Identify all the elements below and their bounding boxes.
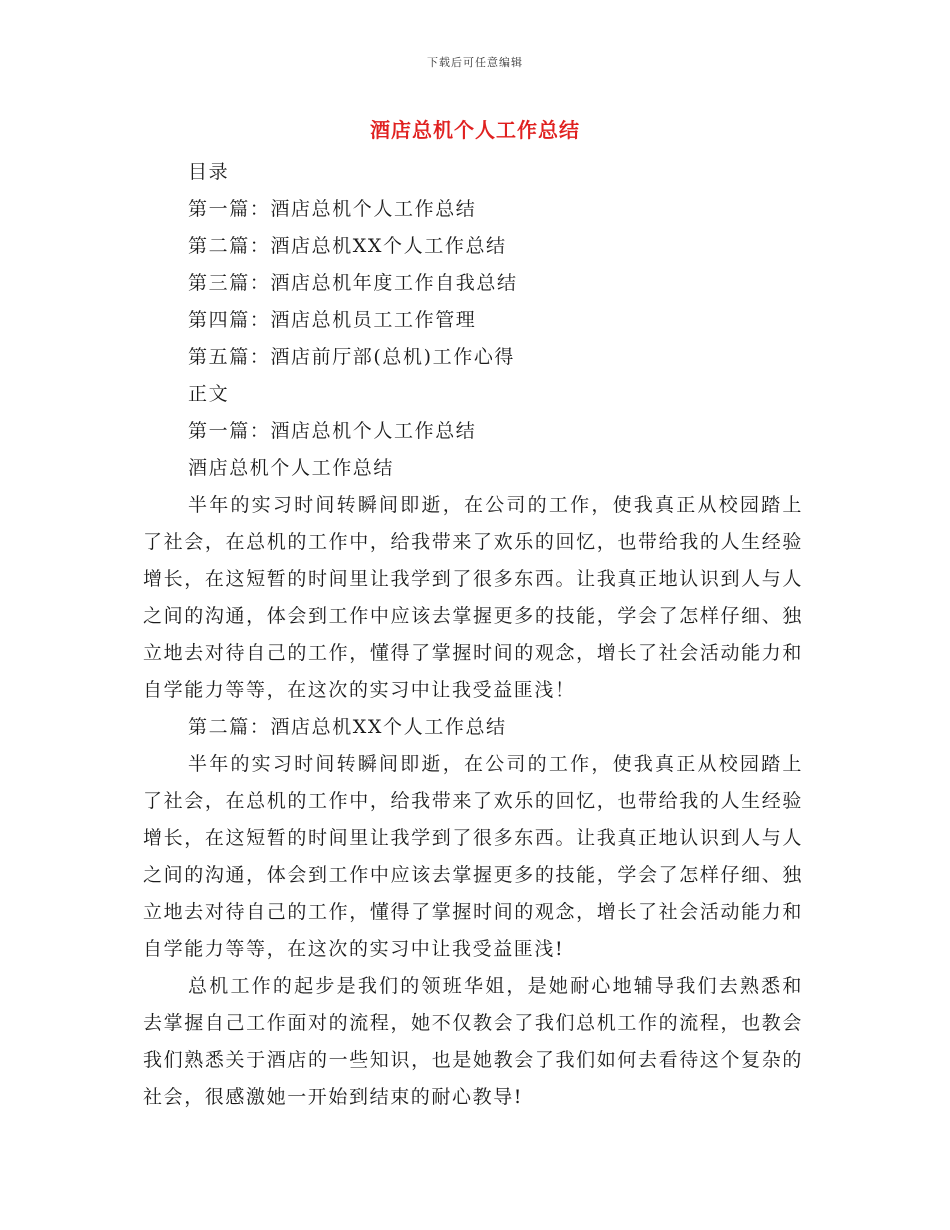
paragraph: 总机工作的起步是我们的领班华姐，是她耐心地辅导我们去熟悉和去掌握自己工作面对的流程，她不仅教会了我们总机工作的流程，也教会我们熟悉关于酒店的一些知识，也是她教会了我们如何去看待这个复杂的社会，很感激她一开始到结束的耐心教导!: [143, 975, 803, 1108]
toc-item: 第四篇：酒店总机员工工作管理: [188, 309, 477, 331]
paragraph: 半年的实习时间转瞬间即逝，在公司的工作，使我真正从校园踏上了社会，在总机的工作中，给我带来了欢乐的回忆，也带给我的人生经验增长，在这短暂的时间里让我学到了很多东西。让我真正地认识到人与人之间的沟通，体会到工作中应该去掌握更多的技能，学会了怎样仔细、独立地去对待自己的工作，懂得了掌握时间的观念，增长了社会活动能力和自学能力等等，在这次的实习中让我受益匪浅！: [143, 494, 803, 701]
toc-item: 第三篇：酒店总机年度工作自我总结: [188, 272, 518, 294]
toc-heading: 目录: [188, 161, 230, 183]
toc-item: 第一篇：酒店总机个人工作总结: [188, 198, 477, 220]
section-heading: 第二篇：酒店总机XX个人工作总结: [188, 716, 507, 738]
toc-item: 第二篇：酒店总机XX个人工作总结: [188, 235, 507, 257]
section-subtitle: 酒店总机个人工作总结: [188, 457, 395, 479]
paragraph: 半年的实习时间转瞬间即逝，在公司的工作，使我真正从校园踏上了社会，在总机的工作中，给我带来了欢乐的回忆，也带给我的人生经验增长，在这短暂的时间里让我学到了很多东西。让我真正地认识到人与人之间的沟通，体会到工作中应该去掌握更多的技能，学会了怎样仔细、独立地去对待自己的工作，懂得了掌握时间的观念，增长了社会活动能力和自学能力等等，在这次的实习中让我受益匪浅!: [143, 753, 803, 960]
section-heading: 第一篇：酒店总机个人工作总结: [188, 420, 477, 442]
document-body: [143, 154, 803, 1116]
document-title: 酒店总机个人工作总结: [370, 118, 580, 142]
header-note: 下载后可任意编辑: [427, 56, 523, 69]
body-heading: 正文: [188, 383, 230, 405]
toc-item: 第五篇：酒店前厅部(总机)工作心得: [188, 346, 516, 368]
